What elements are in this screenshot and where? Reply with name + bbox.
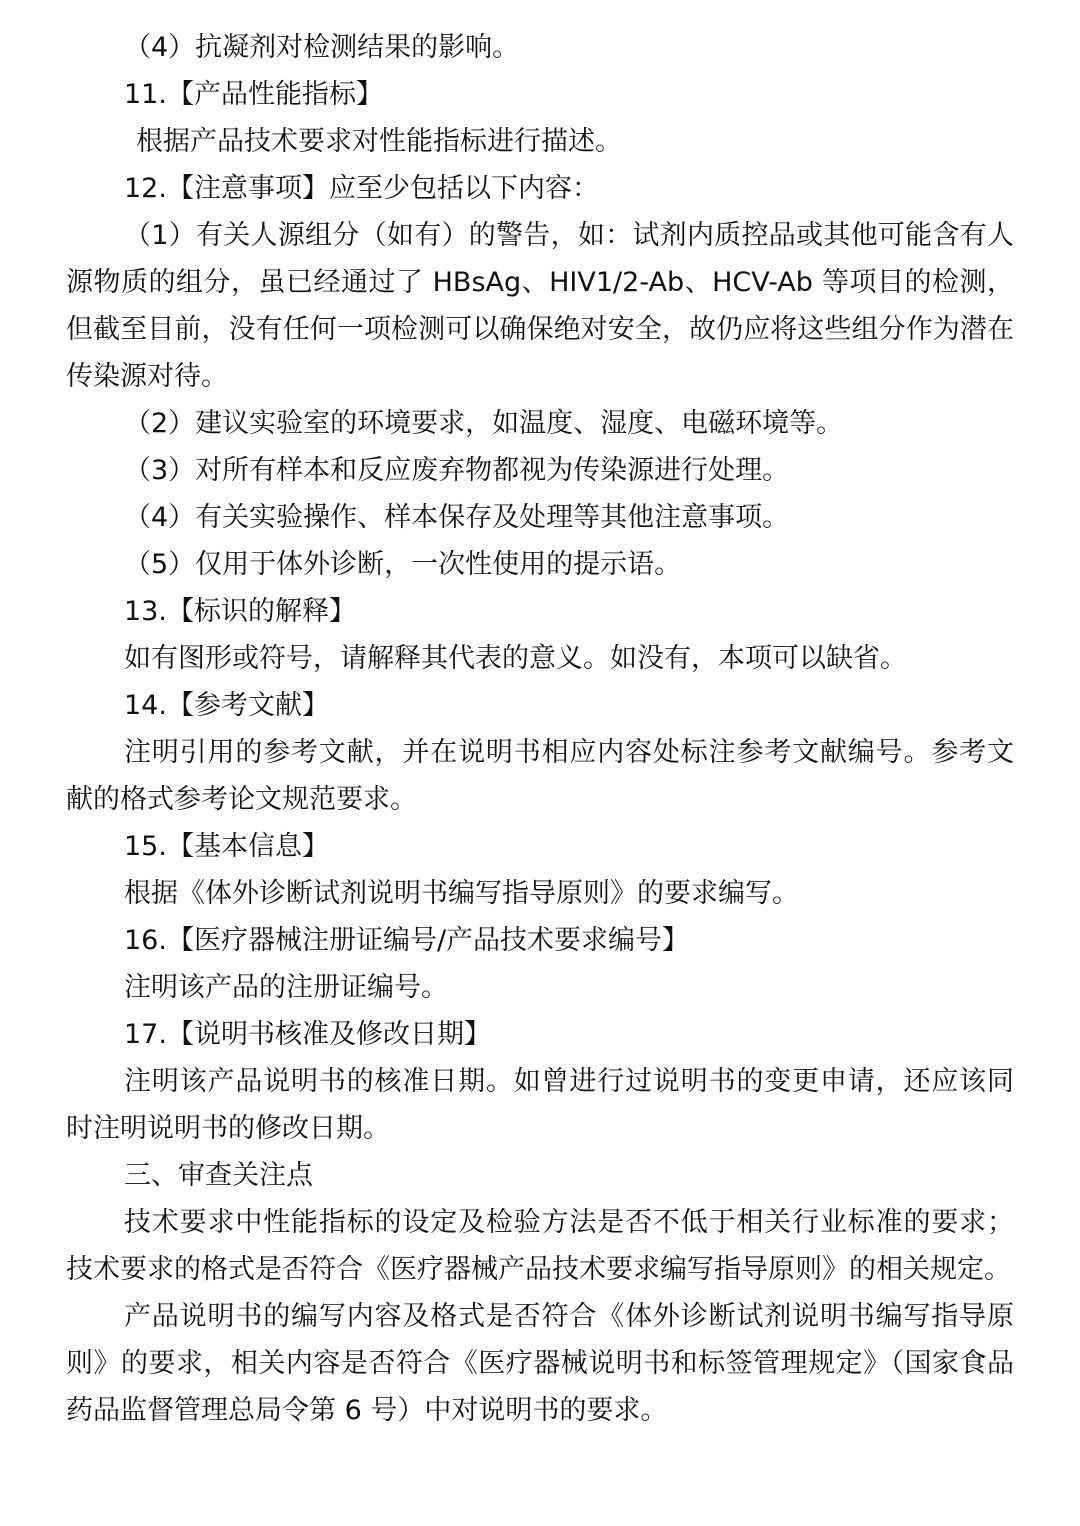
paragraph-symbol-explanation: 如有图形或符号，请解释其代表的意义。如没有，本项可以缺省。 <box>124 643 907 674</box>
paragraph-instructions-review: 产品说明书的编写内容及格式是否符合《体外诊断试剂说明书编写指导原则》的要求，相关内容是否符合《医疗器械说明书和标签管理规定》（国家食品药品监督管理总局令第 6 号）中对说明书的要求。 <box>66 1301 1014 1426</box>
paragraph-waste-handling: （3）对所有样本和反应废弃物都视为传染源进行处理。 <box>124 455 790 486</box>
paragraph-technical-requirements: 技术要求中性能指标的设定及检验方法是否不低于相关行业标准的要求；技术要求的格式是否符合《医疗器械产品技术要求编写指导原则》的相关规定。 <box>66 1207 1014 1285</box>
paragraph-in-vitro-use: （5）仅用于体外诊断，一次性使用的提示语。 <box>124 549 682 580</box>
paragraph-performance-description: 根据产品技术要求对性能指标进行描述。 <box>136 126 622 157</box>
paragraph-anticoagulant-effect: （4）抗凝剂对检测结果的影响。 <box>124 32 520 63</box>
heading-performance-indicators: 11.【产品性能指标】 <box>124 79 383 110</box>
heading-references: 14.【参考文献】 <box>124 690 329 721</box>
heading-basic-information: 15.【基本信息】 <box>124 831 329 862</box>
paragraph-human-source-warning: （1）有关人源组分（如有）的警告，如：试剂内质控品或其他可能含有人源物质的组分，虽已经通过了 HBsAg、HIV1/2-Ab、HCV-Ab 等项目的检测，但截至目前，没有任何一项检测可以确保绝对安全，故仍应将这些组分作为潜在传染源对待。 <box>66 220 1014 392</box>
heading-registration-number: 16.【医疗器械注册证编号/产品技术要求编号】 <box>124 925 690 956</box>
paragraph-basic-information: 根据《体外诊断试剂说明书编写指导原则》的要求编写。 <box>124 878 799 909</box>
paragraph-approval-date: 注明该产品说明书的核准日期。如曾进行过说明书的变更申请，还应该同时注明说明书的修改日期。 <box>66 1066 1014 1144</box>
paragraph-other-precautions: （4）有关实验操作、样本保存及处理等其他注意事项。 <box>124 502 790 533</box>
paragraph-registration-number: 注明该产品的注册证编号。 <box>124 972 448 1003</box>
heading-symbol-explanation: 13.【标识的解释】 <box>124 596 356 627</box>
paragraph-references: 注明引用的参考文献，并在说明书相应内容处标注参考文献编号。参考文献的格式参考论文规范要求。 <box>66 737 1014 815</box>
heading-review-points: 三、审查关注点 <box>124 1160 313 1191</box>
heading-approval-date: 17.【说明书核准及修改日期】 <box>124 1019 491 1050</box>
heading-precautions: 12.【注意事项】应至少包括以下内容： <box>124 173 599 204</box>
paragraph-lab-environment: （2）建议实验室的环境要求，如温度、湿度、电磁环境等。 <box>124 408 844 439</box>
